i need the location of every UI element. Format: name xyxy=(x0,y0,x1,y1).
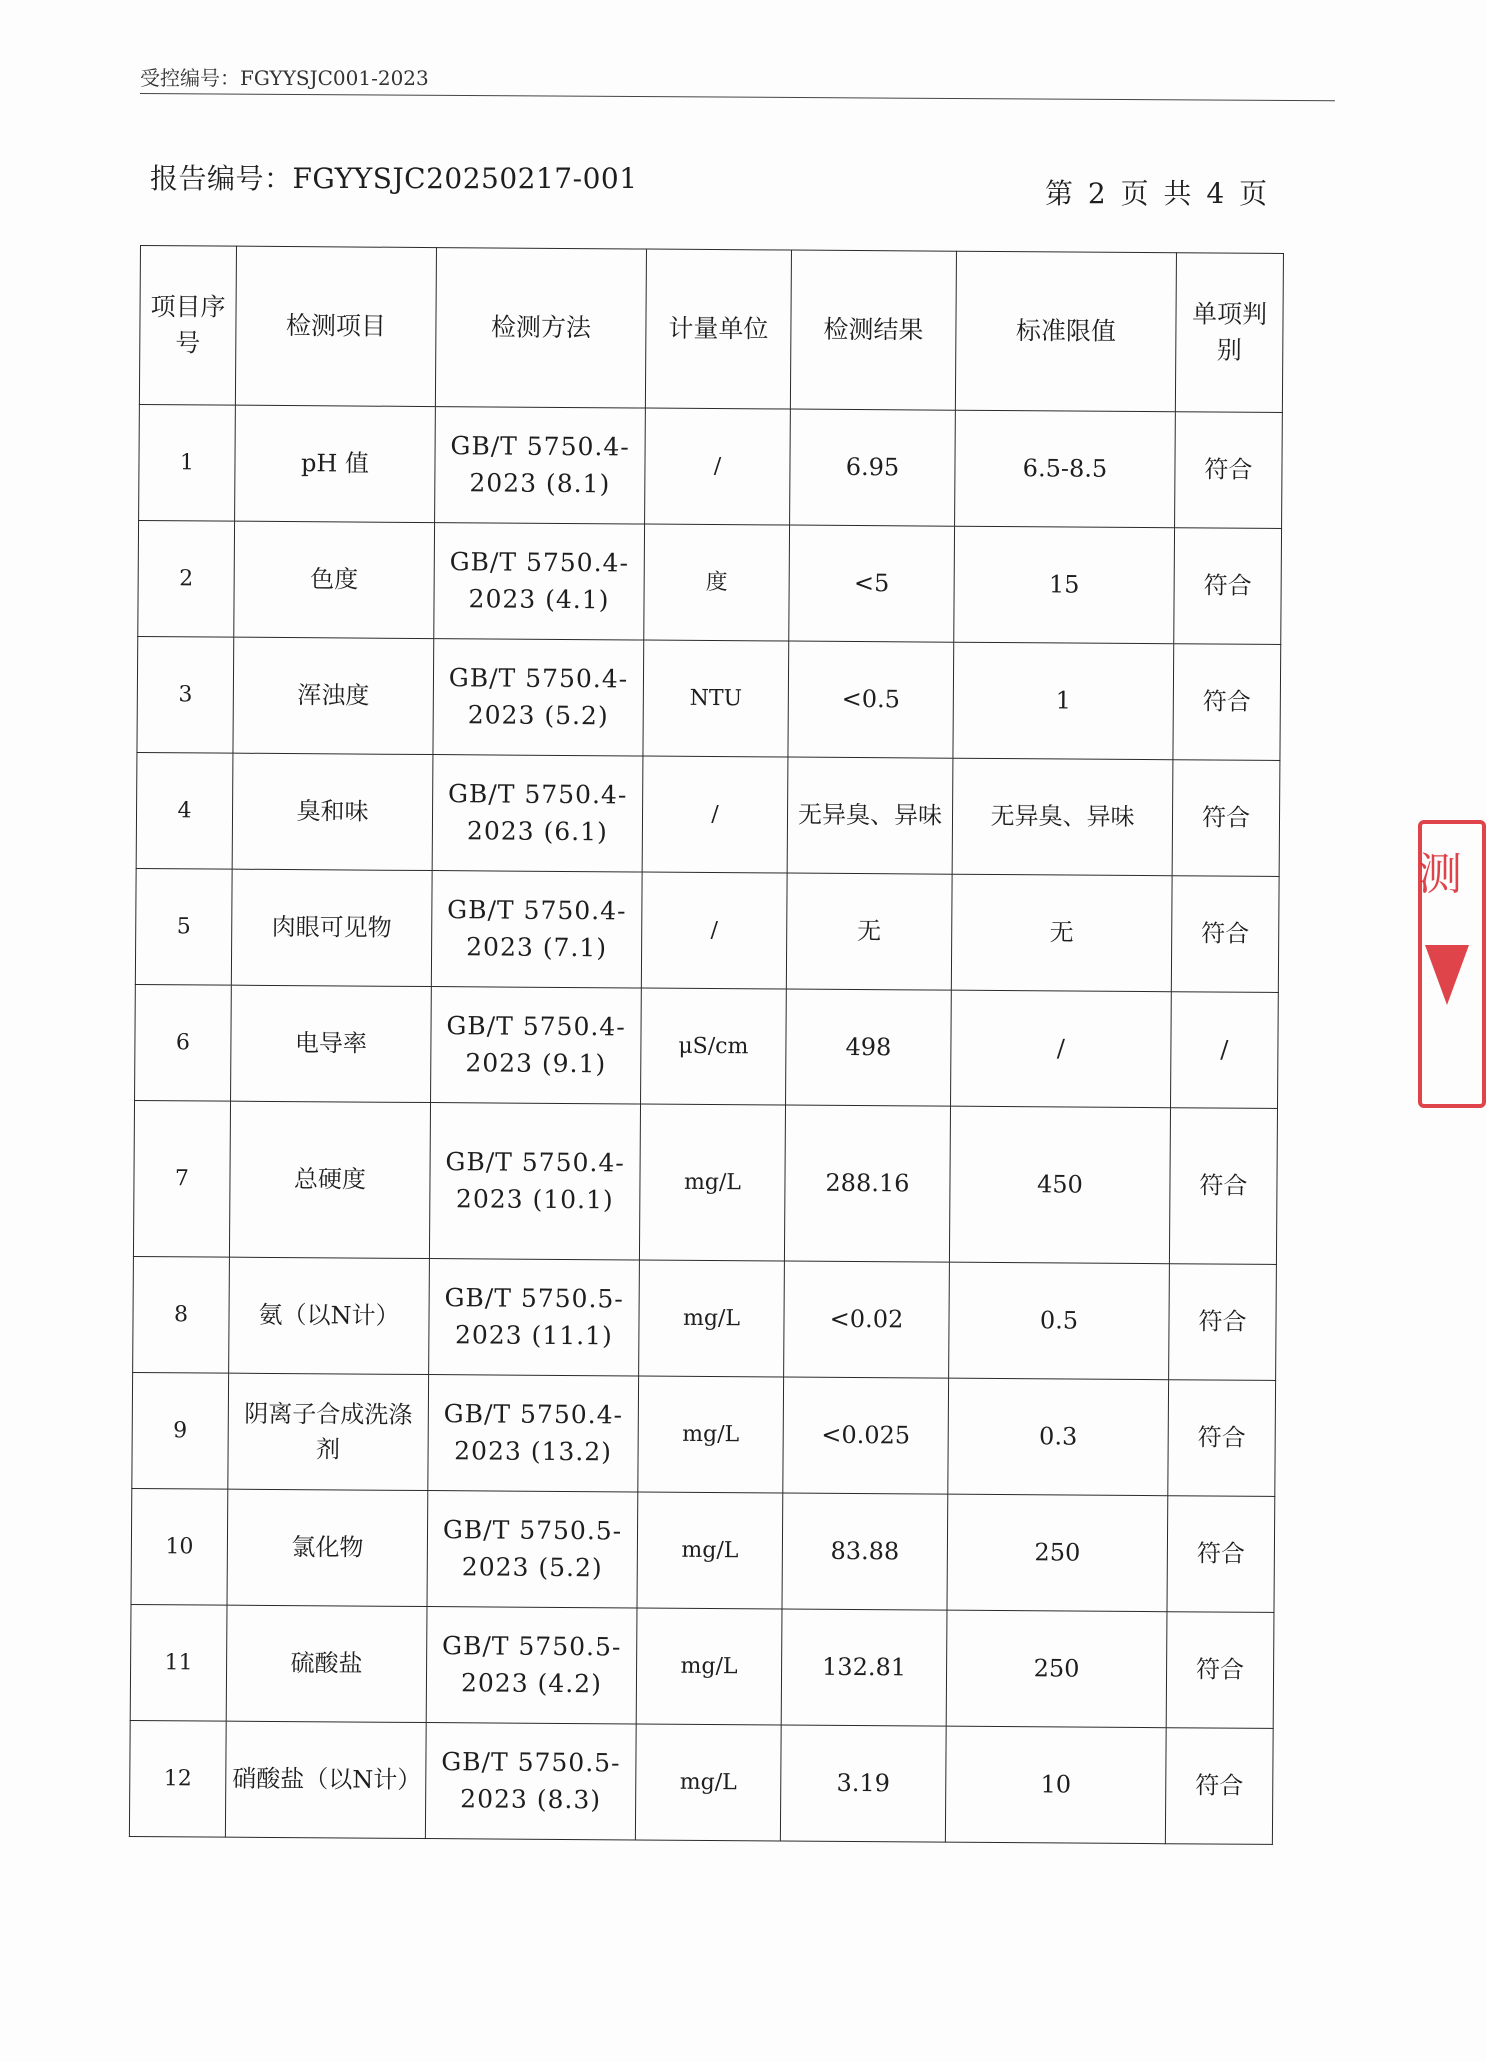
cell-result: <0.5 xyxy=(788,641,954,758)
cell-limit: 10 xyxy=(945,1726,1166,1844)
cell-no: 1 xyxy=(139,404,236,521)
cell-no: 6 xyxy=(135,984,232,1101)
cell-item: 色度 xyxy=(234,521,435,638)
header-judge: 单项判别 xyxy=(1175,253,1283,413)
cell-judge: 符合 xyxy=(1174,528,1282,645)
cell-result: 83.88 xyxy=(782,1493,948,1610)
table-row xyxy=(138,520,1282,644)
table-row xyxy=(137,636,1281,760)
cell-no: 11 xyxy=(130,1604,227,1721)
cell-unit: mg/L xyxy=(639,1104,785,1261)
cell-method: GB/T 5750.4-2023 (4.1) xyxy=(434,523,645,640)
cell-item: 肉眼可见物 xyxy=(231,869,432,986)
cell-unit: mg/L xyxy=(635,1724,781,1841)
cell-item: 氨（以N计） xyxy=(229,1257,430,1374)
cell-no: 4 xyxy=(136,752,233,869)
cell-judge: 符合 xyxy=(1173,644,1281,761)
header-item: 检测项目 xyxy=(235,246,436,406)
cell-judge: 符合 xyxy=(1169,1108,1277,1265)
cell-method: GB/T 5750.4-2023 (10.1) xyxy=(429,1103,640,1260)
cell-limit: 0.3 xyxy=(948,1378,1169,1496)
header-unit: 计量单位 xyxy=(645,249,791,409)
table-row xyxy=(135,984,1279,1108)
cell-limit: 15 xyxy=(954,526,1175,644)
cell-result: <0.02 xyxy=(784,1261,950,1378)
cell-unit: NTU xyxy=(643,640,789,757)
cell-unit: mg/L xyxy=(637,1492,783,1609)
cell-unit: mg/L xyxy=(636,1608,782,1725)
cell-no: 2 xyxy=(138,520,235,637)
cell-judge: / xyxy=(1171,992,1279,1109)
table-row xyxy=(132,1372,1276,1496)
cell-method: GB/T 5750.5-2023 (11.1) xyxy=(429,1259,640,1376)
results-table-wrapper xyxy=(129,245,1284,1845)
cell-item: 阴离子合成洗涤剂 xyxy=(228,1373,429,1490)
cell-result: 3.19 xyxy=(780,1725,946,1842)
cell-method: GB/T 5750.4-2023 (8.1) xyxy=(435,407,646,524)
cell-result: 无异臭、异味 xyxy=(787,757,953,874)
cell-item: 电导率 xyxy=(231,985,432,1102)
cell-no: 5 xyxy=(135,868,232,985)
cell-method: GB/T 5750.4-2023 (9.1) xyxy=(431,987,642,1104)
header-result: 检测结果 xyxy=(790,250,956,410)
cell-limit: 无 xyxy=(951,874,1172,992)
cell-limit: 250 xyxy=(946,1610,1167,1728)
cell-no: 3 xyxy=(137,636,234,753)
cell-method: GB/T 5750.5-2023 (4.2) xyxy=(426,1607,637,1724)
cell-limit: 0.5 xyxy=(949,1262,1170,1380)
cell-limit: / xyxy=(951,990,1172,1108)
table-row xyxy=(131,1488,1275,1612)
cell-result: <0.025 xyxy=(783,1377,949,1494)
cell-unit: / xyxy=(642,756,788,873)
cell-method: GB/T 5750.5-2023 (8.3) xyxy=(425,1723,636,1840)
cell-no: 10 xyxy=(131,1488,228,1605)
results-table xyxy=(129,245,1284,1845)
cell-unit: mg/L xyxy=(638,1376,784,1493)
table-row xyxy=(130,1604,1274,1728)
cell-method: GB/T 5750.4-2023 (6.1) xyxy=(432,755,643,872)
cell-result: 132.81 xyxy=(781,1609,947,1726)
control-number: 受控编号：FGYYSJC001-2023 xyxy=(140,66,429,90)
cell-unit: mg/L xyxy=(639,1260,785,1377)
cell-item: 总硬度 xyxy=(229,1101,430,1258)
cell-unit: 度 xyxy=(644,524,790,641)
cell-unit: μS/cm xyxy=(641,988,787,1105)
cell-result: 6.95 xyxy=(790,409,956,526)
table-row xyxy=(136,752,1280,876)
cell-item: 浑浊度 xyxy=(233,637,434,754)
cell-judge: 符合 xyxy=(1168,1380,1276,1497)
header-method: 检测方法 xyxy=(435,248,646,408)
cell-judge: 符合 xyxy=(1167,1496,1275,1613)
cell-item: 硝酸盐（以N计） xyxy=(225,1721,426,1838)
cell-limit: 250 xyxy=(947,1494,1168,1612)
cell-judge: 符合 xyxy=(1171,876,1279,993)
table-row xyxy=(139,404,1283,528)
page-info: 第 2 页 共 4 页 xyxy=(1045,177,1268,210)
cell-limit: 1 xyxy=(953,642,1174,760)
report-number: 报告编号：FGYYSJC20250217-001 xyxy=(150,162,638,195)
cell-item: pH 值 xyxy=(235,405,436,522)
cell-no: 7 xyxy=(133,1100,230,1257)
table-row xyxy=(135,868,1279,992)
header-rule xyxy=(140,93,1335,101)
table-row xyxy=(129,1720,1273,1844)
table-row xyxy=(133,1256,1277,1380)
cell-item: 臭和味 xyxy=(232,753,433,870)
cell-unit: / xyxy=(641,872,787,989)
cell-judge: 符合 xyxy=(1172,760,1280,877)
header-no: 项目序号 xyxy=(139,246,236,406)
cell-method: GB/T 5750.4-2023 (13.2) xyxy=(428,1375,639,1492)
cell-method: GB/T 5750.4-2023 (7.1) xyxy=(431,871,642,988)
cell-no: 9 xyxy=(132,1372,229,1489)
seal-fragment-text: 测 xyxy=(1418,849,1462,900)
cell-judge: 符合 xyxy=(1169,1264,1277,1381)
cell-no: 12 xyxy=(129,1720,226,1837)
cell-no: 8 xyxy=(133,1256,230,1373)
cell-result: 498 xyxy=(786,989,952,1106)
cell-limit: 450 xyxy=(949,1106,1170,1264)
cell-unit: / xyxy=(645,408,791,525)
cell-result: 288.16 xyxy=(784,1105,950,1262)
cell-method: GB/T 5750.4-2023 (5.2) xyxy=(433,639,644,756)
cell-limit: 6.5-8.5 xyxy=(955,410,1176,528)
cell-limit: 无异臭、异味 xyxy=(952,758,1173,876)
cell-judge: 符合 xyxy=(1165,1728,1273,1845)
table-row xyxy=(133,1100,1277,1264)
cell-result: 无 xyxy=(786,873,952,990)
cell-item: 氯化物 xyxy=(227,1489,428,1606)
cell-judge: 符合 xyxy=(1175,412,1283,529)
cell-result: <5 xyxy=(789,525,955,642)
seal-star-mark xyxy=(1425,945,1469,1005)
table-header-row xyxy=(139,246,1283,413)
cell-method: GB/T 5750.5-2023 (5.2) xyxy=(427,1491,638,1608)
cell-judge: 符合 xyxy=(1166,1612,1274,1729)
header-limit: 标准限值 xyxy=(955,251,1176,412)
cell-item: 硫酸盐 xyxy=(226,1605,427,1722)
